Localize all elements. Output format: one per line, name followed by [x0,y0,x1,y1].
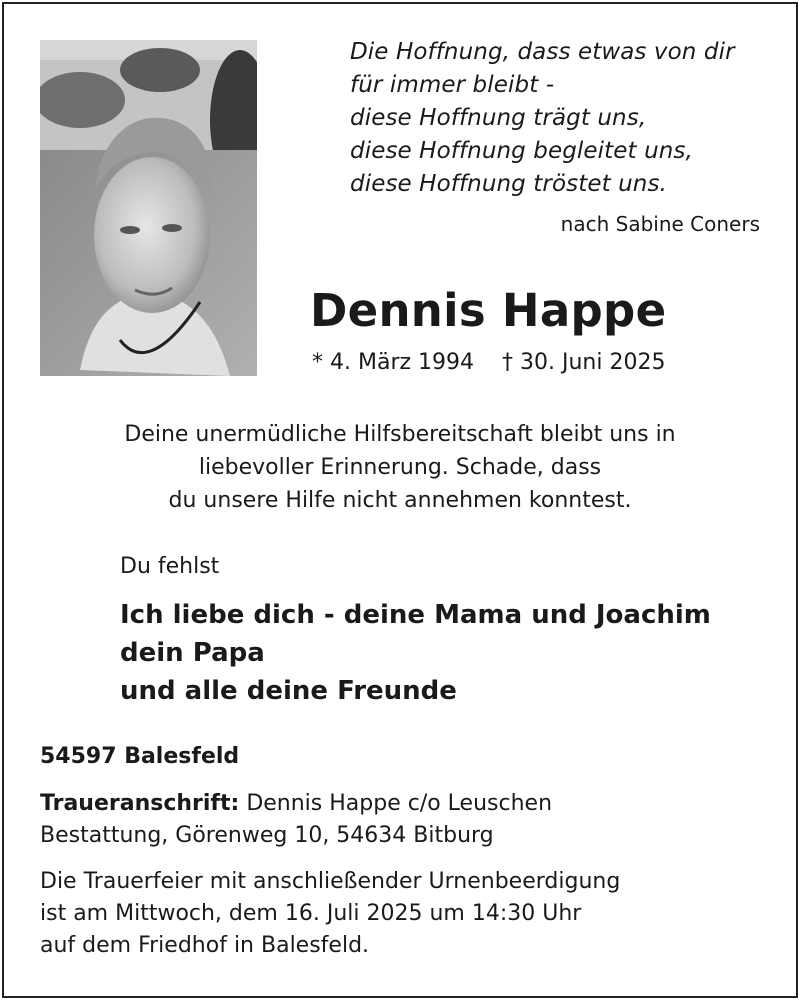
tribute-line: liebevoller Erinnerung. Schade, dass [198,455,602,480]
portrait-photo-icon [40,40,257,376]
death-date: † 30. Juni 2025 [502,350,666,375]
birth-date: * 4. März 1994 [312,350,475,375]
poem-line: diese Hoffnung begleitet uns, [350,138,693,164]
missing-text: Du fehlst [120,554,220,579]
address-line1: Dennis Happe c/o Leuschen [246,791,553,816]
life-dates [312,350,665,375]
address-label: Traueranschrift: [40,791,240,816]
ceremony-info [40,866,620,962]
poem-line: für immer bleibt - [350,72,555,98]
signer-line: dein Papa [120,638,265,668]
signers [120,596,711,710]
poem-line: diese Hoffnung tröstet uns. [350,171,667,197]
signer-line: und alle deine Freunde [120,676,457,706]
deceased-name: Dennis Happe [310,284,667,337]
poem-author: nach Sabine Coners [560,212,760,236]
poem [350,36,735,201]
mourning-address [40,788,552,852]
tribute-text [0,418,800,517]
ceremony-line: auf dem Friedhof in Balesfeld. [40,933,370,958]
signer-line: Ich liebe dich - deine Mama und Joachim [120,600,711,630]
poem-line: Die Hoffnung, dass etwas von dir [350,39,735,65]
portrait-photo [40,40,257,376]
address-line2: Bestattung, Görenweg 10, 54634 Bitburg [40,823,494,848]
tribute-line: du unsere Hilfe nicht annehmen konntest. [168,488,632,513]
poem-line: diese Hoffnung trägt uns, [350,105,647,131]
ceremony-line: ist am Mittwoch, dem 16. Juli 2025 um 14:30 Uhr [40,901,582,926]
town: 54597 Balesfeld [40,744,240,769]
address-line [40,788,552,820]
ceremony-line: Die Trauerfeier mit anschließender Urnenbeerdigung [40,869,621,894]
tribute-line: Deine unermüdliche Hilfsbereitschaft bleibt uns in [124,422,676,447]
